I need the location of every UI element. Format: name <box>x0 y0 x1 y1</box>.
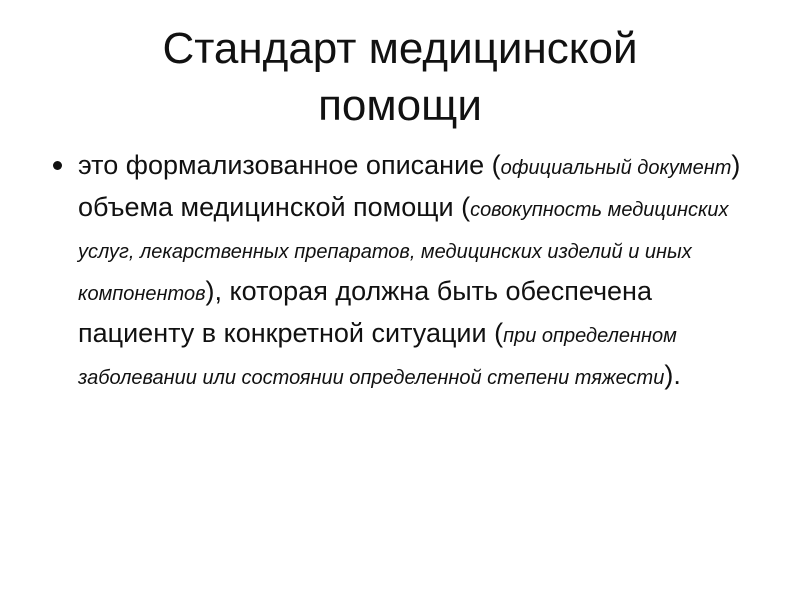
bullet-text-part-4: ). <box>664 360 681 390</box>
bullet-text-part-3: ), которая должна быть обеспечена пациенту в конкретной ситуации ( <box>78 276 652 348</box>
bullet-italic-note-2: совокупность медицинских услуг, лекарственных препаратов, медицинских изделий и иных компонентов <box>78 199 729 305</box>
bullet-italic-note-3: при определенном заболевании или состоянии определенной степени тяжести <box>78 325 677 389</box>
bullet-item <box>45 146 745 398</box>
slide-title-line-2: помощи <box>318 81 482 130</box>
bullet-dot-icon <box>53 161 62 170</box>
bullet-italic-note-1: официальный документ <box>500 157 732 179</box>
bullet-text-part-2: ) объема медицинской помощи ( <box>78 150 741 222</box>
bullet-text-part-1: это формализованное описание ( <box>78 150 501 180</box>
slide-title <box>60 20 740 134</box>
bullet-list <box>45 146 745 398</box>
slide-title-line-1: Стандарт медицинской <box>162 24 638 73</box>
